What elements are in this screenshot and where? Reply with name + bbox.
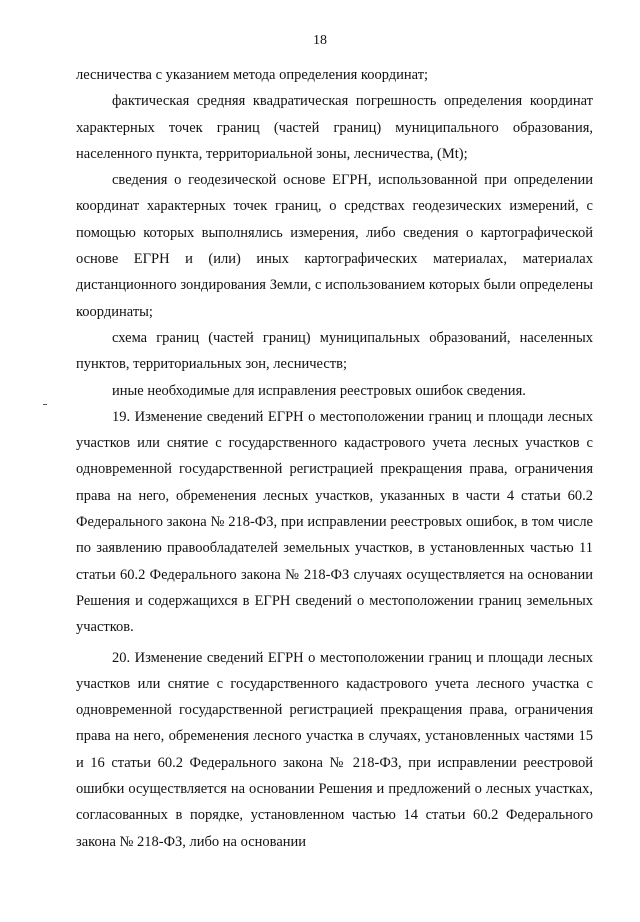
paragraph-item-20: 20. Изменение сведений ЕГРН о местоположении границ и площади лесных участков или снятие с государственного кадастрового учета лесного участка с одновременной государственной регистрацией прекращения права, ограничения права на него, обременения лесного участка в случаях, установленных частями 15 и 16 статьи 60.2 Федерального закона № 218-ФЗ, при исправлении реестровой ошибки осуществляется на основании Решения и предложений о лесных участках, согласованных в порядке, установленном частью 14 статьи 60.2 Федерального закона № 218-ФЗ, либо на основании — [76, 649, 593, 850]
paragraph-boundary-scheme: схема границ (частей границ) муниципальных образований, населенных пунктов, территориальных зон, лесничеств; — [76, 329, 593, 373]
paragraph-other-info: иные необходимые для исправления реестровых ошибок сведения. — [112, 382, 526, 399]
paragraph-geodetic-basis: сведения о геодезической основе ЕГРН, использованной при определении координат характерных точек границ, о средствах геодезических измерений, с помощью которых выполнялись измерения, либо сведения о картографической основе ЕГРН и (или) иных картографических материалах, материалах дистанционного зондирования Земли, с использованием которых были определены координаты; — [76, 172, 593, 320]
paragraph-continuation: лесничества с указанием метода определения координат; — [76, 67, 429, 83]
scan-mark — [43, 404, 47, 405]
paragraph-mean-square-error: фактическая средняя квадратическая погрешность определения координат характерных точек границ (частей границ) муниципального образования, населенного пункта, территориальной зоны, лесничества, (Mt); — [76, 93, 593, 162]
paragraph-item-19: 19. Изменение сведений ЕГРН о местоположении границ и площади лесных участков или снятие с государственного кадастрового учета лесных участков с одновременной государственной регистрацией прекращения права, ограничения права на него, обременения лесных участков, указанных в части 4 статьи 60.2 Федерального закона № 218-ФЗ, при исправлении реестровых ошибок, в том числе по заявлению правообладателей земельных участков, в установленных частью 11 статьи 60.2 Федерального закона № 218-ФЗ случаях осуществляется на основании Решения и содержащихся в ЕГРН сведений о местоположении границ земельных участков. — [76, 408, 593, 636]
page-number: 18 — [313, 33, 327, 48]
document-body — [76, 62, 593, 855]
